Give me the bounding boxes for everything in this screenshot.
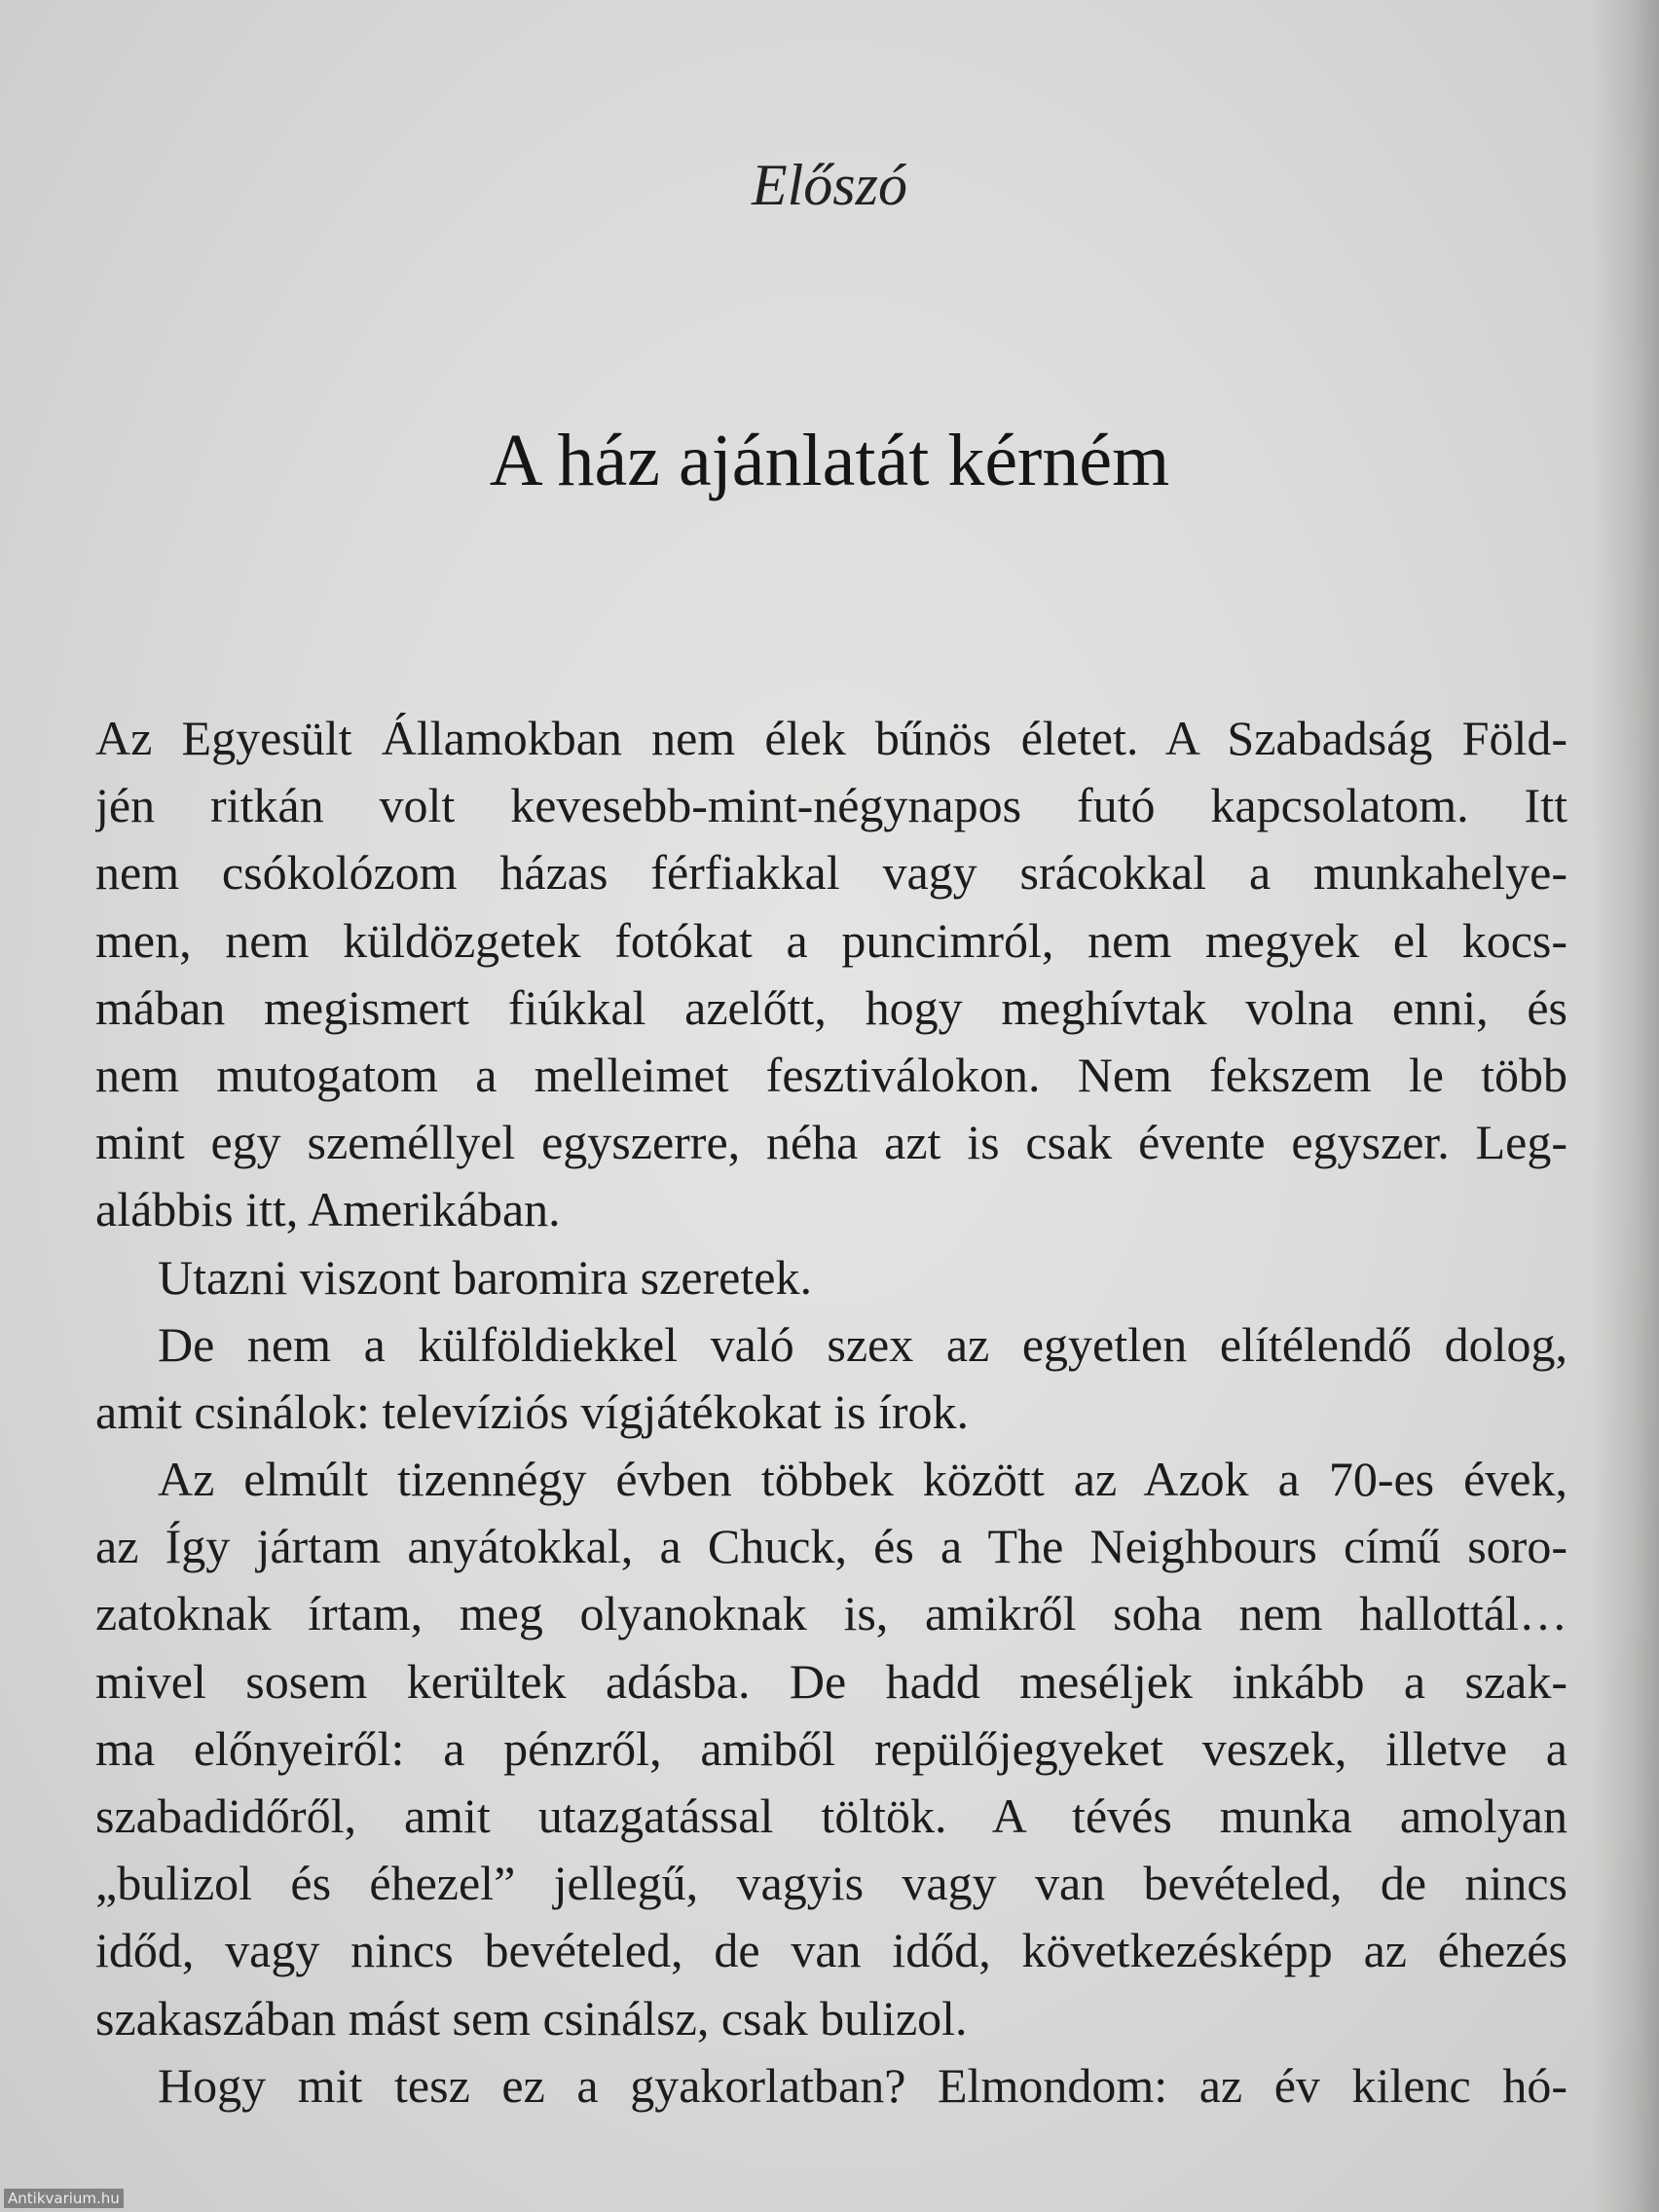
text-line: men, nem küldözgetek fotókat a puncimról, nem megyek el kocs- — [95, 912, 1567, 968]
body-text — [95, 705, 1567, 2120]
text-line: ma előnyeiről: a pénzről, amiből repülőjegyeket veszek, illetve a — [95, 1720, 1567, 1776]
text-line: zatoknak írtam, meg olyanoknak is, amikről soha nem hallottál… — [95, 1586, 1567, 1641]
text-line: szabadidőről, amit utazgatással töltök. A tévés munka amolyan — [95, 1788, 1567, 1843]
text-line: mivel sosem kerültek adásba. De hadd meséljek inkább a szak- — [95, 1653, 1567, 1709]
text-line: nem csókolózom házas férfiakkal vagy srácokkal a munkahelye- — [95, 845, 1567, 901]
chapter-title: A ház ajánlatát kérném — [489, 420, 1170, 501]
text-line: amit csinálok: televíziós vígjátékokat is írok. — [95, 1383, 970, 1439]
text-line: jén ritkán volt kevesebb-mint-négynapos futó kapcsolatom. Itt — [95, 778, 1567, 833]
watermark: Antikvarium.hu — [4, 2189, 124, 2208]
text-line: Az Egyesült Államokban nem élek bűnös életet. A Szabadság Föld- — [95, 711, 1567, 765]
text-line: nem mutogatom a melleimet fesztiválokon. Nem fekszem le több — [95, 1047, 1567, 1102]
text-line: „bulizol és éhezel” jellegű, vagyis vagy van bevételed, de nincs — [95, 1856, 1567, 1911]
text-line: Utazni viszont baromira szeretek. — [158, 1249, 812, 1305]
section-label: Előszó — [751, 153, 908, 217]
text-line: szakaszában mást sem csinálsz, csak bulizol. — [95, 1990, 968, 2046]
text-line: mában megismert fiúkkal azelőtt, hogy meghívtak volna enni, és — [95, 979, 1567, 1035]
text-line: az Így jártam anyátokkal, a Chuck, és a The Neighbours című soro- — [95, 1519, 1567, 1574]
text-line: Hogy mit tesz ez a gyakorlatban? Elmondom: az év kilenc hó- — [158, 2057, 1567, 2113]
text-line: Az elmúlt tizennégy évben többek között az Azok a 70-es évek, — [158, 1452, 1567, 1507]
text-line: időd, vagy nincs bevételed, de van időd, következésképp az éhezés — [95, 1923, 1567, 1978]
text-line: mint egy személlyel egyszerre, néha azt is csak évente egyszer. Leg- — [95, 1115, 1567, 1170]
text-line: De nem a külföldiekkel való szex az egyetlen elítélendő dolog, — [158, 1316, 1567, 1372]
text-line: alábbis itt, Amerikában. — [95, 1182, 561, 1237]
page-edge-shadow — [1591, 0, 1659, 2212]
